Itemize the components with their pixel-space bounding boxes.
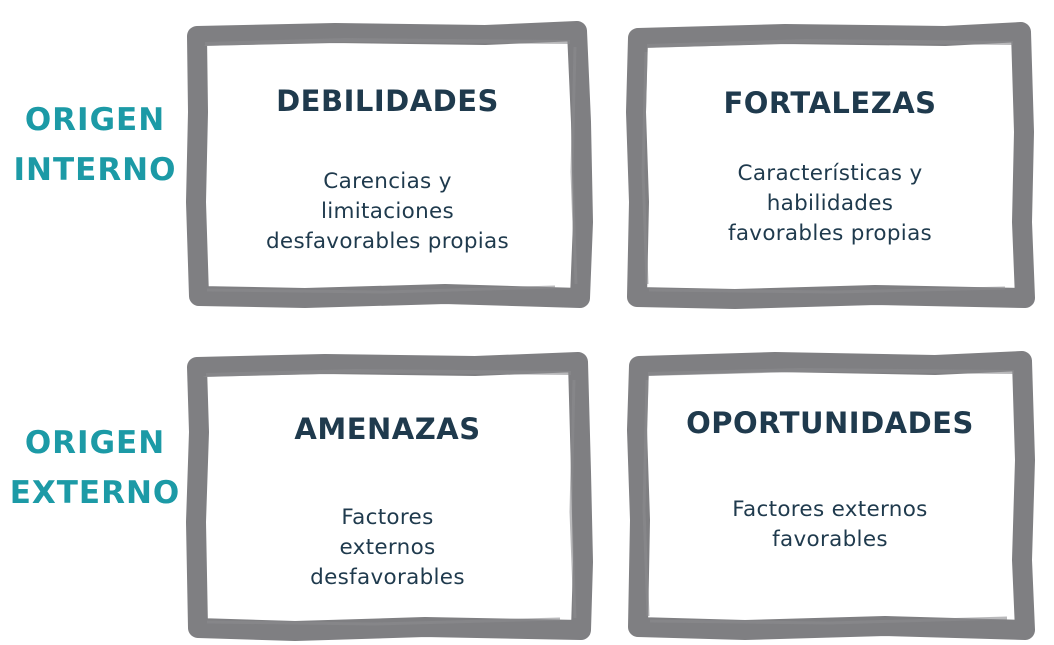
row-label-line: ORIGEN (24, 425, 166, 461)
description-line: Características y (737, 161, 923, 186)
quadrant-amenazas (185, 352, 590, 640)
description-line: favorables (772, 527, 888, 552)
quadrant-description (185, 503, 590, 593)
description-line: desfavorables (310, 565, 465, 590)
description-line: habilidades (766, 191, 894, 216)
quadrant-title: AMENAZAS (294, 412, 481, 446)
brush-frame-border (185, 352, 590, 640)
row-label-origen-externo (0, 418, 190, 518)
quadrant-title: FORTALEZAS (723, 86, 937, 120)
quadrant-title: OPORTUNIDADES (686, 406, 974, 440)
description-line: Factores (341, 505, 434, 530)
description-line: Factores externos (732, 497, 928, 522)
description-line: desfavorables propias (265, 229, 510, 254)
quadrant-description (625, 159, 1035, 249)
quadrant-title: DEBILIDADES (276, 84, 499, 118)
quadrant-debilidades (185, 22, 590, 307)
row-label-line: EXTERNO (9, 475, 181, 511)
row-label-origen-interno (0, 95, 190, 195)
quadrant-oportunidades (625, 350, 1035, 640)
row-label-line: ORIGEN (24, 102, 166, 138)
quadrant-fortalezas (625, 22, 1035, 307)
brush-frame-border (185, 22, 590, 307)
quadrant-description (185, 167, 590, 257)
description-line: limitaciones (320, 199, 455, 224)
description-line: favorables propias (727, 221, 933, 246)
description-line: externos (339, 535, 436, 560)
row-label-line: INTERNO (13, 152, 177, 188)
quadrant-description (625, 495, 1035, 555)
description-line: Carencias y (323, 169, 452, 194)
